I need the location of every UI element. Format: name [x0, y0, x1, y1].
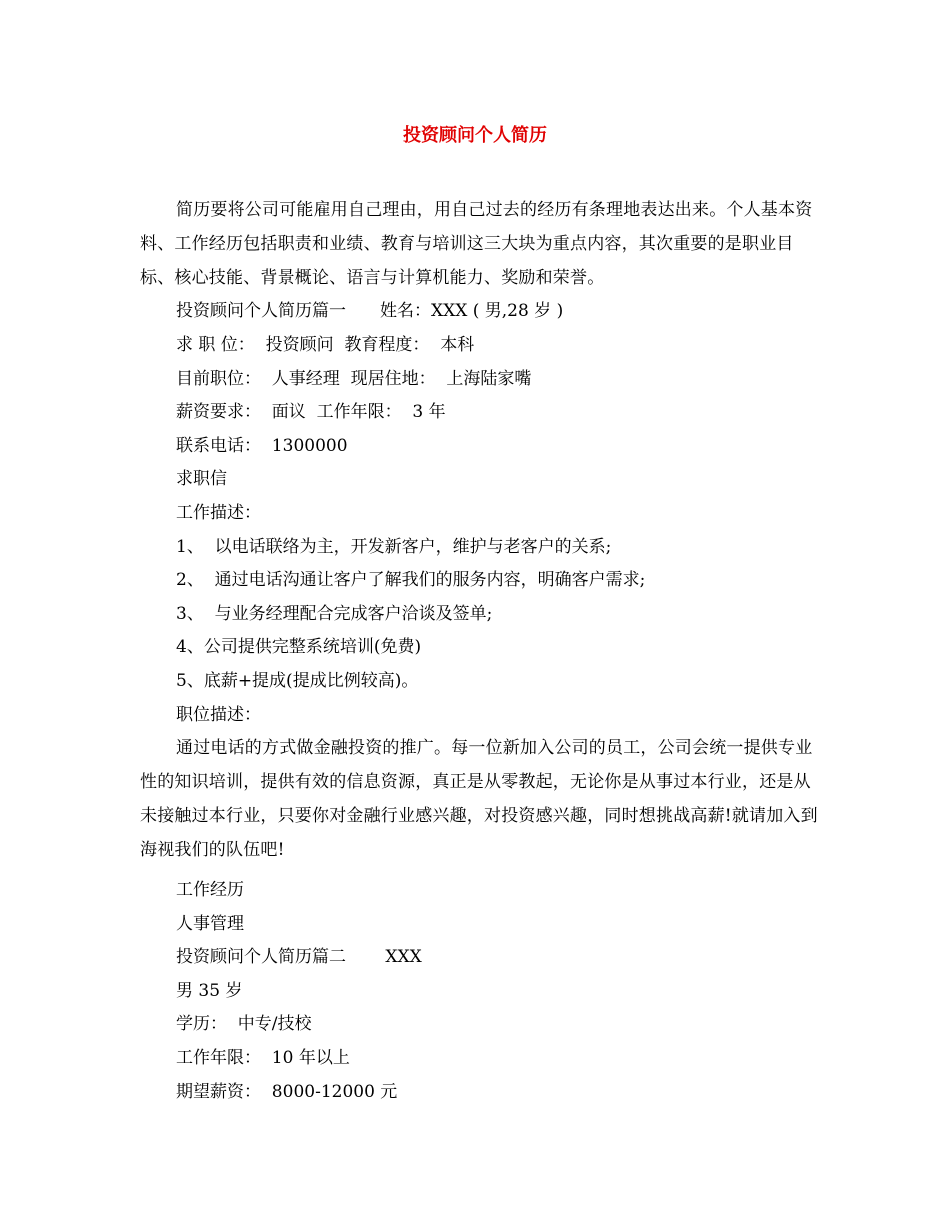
page-title: 投资顾问个人简历: [403, 125, 547, 146]
hr-mgmt-label: 人事管理: [176, 914, 244, 934]
phone-line: 联系电话： 1300000: [176, 436, 348, 456]
work-exp-label: 工作经历: [176, 880, 244, 900]
gender-age-line: 男 35 岁: [176, 981, 243, 1001]
work-item: 1、 以电话联络为主，开发新客户，维护与老客户的关系;: [176, 537, 612, 557]
job-desc-paragraph: 通过电话的方式做金融投资的推广。每一位新加入公司的员工，公司会统一提供专业性的知识培训，提供有效的信息资源，真正是从零教起，无论你是从事过本行业，还是从未接触过本行业，只要你对金融行业感兴趣，对投资感兴趣，同时想挑战高薪!就请加入到海视我们的队伍吧!: [140, 738, 818, 860]
resume2-heading: 投资顾问个人简历篇二 XXX: [176, 947, 422, 967]
resume1-heading: 投资顾问个人简历篇一 姓名：XXX ( 男,28 岁 ): [176, 301, 564, 321]
job-position-line: 求 职 位： 投资顾问 教育程度： 本科: [176, 335, 475, 355]
years-line: 工作年限： 10 年以上: [176, 1048, 350, 1068]
work-item: 5、底薪+提成(提成比例较高)。: [176, 671, 419, 691]
intro-paragraph: 简历要将公司可能雇用自己理由，用自己过去的经历有条理地表达出来。个人基本资料、工作经历包括职责和业绩、教育与培训这三大块为重点内容，其次重要的是职业目标、核心技能、背景概论、语言与计算机能力、奖励和荣誉。: [140, 200, 813, 288]
work-desc-label: 工作描述：: [176, 503, 261, 523]
cover-letter-label: 求职信: [176, 469, 227, 489]
work-item: 4、公司提供完整系统培训(免费): [176, 637, 422, 657]
education-line: 学历： 中专/技校: [176, 1014, 312, 1034]
salary-line: 薪资要求： 面议 工作年限： 3 年: [176, 402, 446, 422]
expected-salary-line: 期望薪资： 8000-12000 元: [176, 1082, 398, 1102]
job-desc-label: 职位描述：: [176, 705, 261, 725]
work-item: 3、 与业务经理配合完成客户洽谈及签单;: [176, 604, 493, 624]
work-item: 2、 通过电话沟通让客户了解我们的服务内容，明确客户需求;: [176, 570, 646, 590]
current-position-line: 目前职位： 人事经理 现居住地： 上海陆家嘴: [176, 369, 532, 389]
